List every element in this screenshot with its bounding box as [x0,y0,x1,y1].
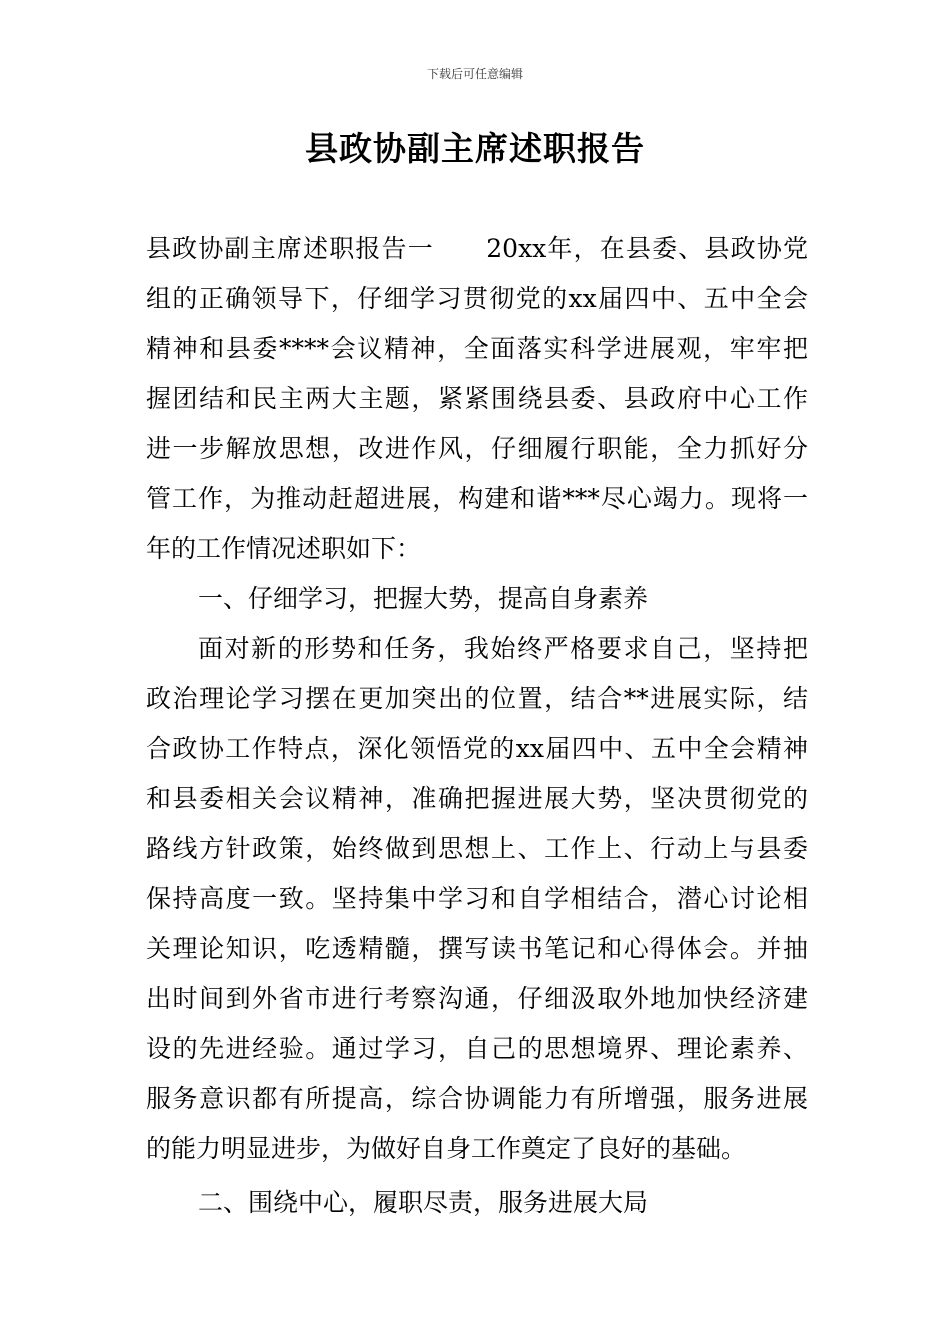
body-line: 管工作，为推动赶超进展，构建和谐***尽心竭力。现将一 [146,484,808,513]
body-line: 合政协工作特点，深化领悟党的xx届四中、五中全会精神 [146,734,808,763]
document-title: 县政协副主席述职报告 [305,129,645,168]
body-line: 政治理论学习摆在更加突出的位置，结合**进展实际，结 [146,684,808,713]
body-line: 进一步解放思想，改进作风，仔细履行职能，全力抓好分 [146,434,808,463]
body-line: 县政协副主席述职报告一 20xx年，在县委、县政协党 [146,234,808,263]
body-line: 关理论知识，吃透精髓，撰写读书笔记和心得体会。并抽 [146,934,808,963]
body-line: 面对新的形势和任务，我始终严格要求自己，坚持把 [198,634,808,663]
body-line: 服务意识都有所提高，综合协调能力有所增强，服务进展 [146,1084,808,1113]
body-line: 精神和县委****会议精神，全面落实科学进展观，牢牢把 [146,334,808,363]
body-line: 路线方针政策，始终做到思想上、工作上、行动上与县委 [146,834,808,863]
body-line: 设的先进经验。通过学习，自己的思想境界、理论素养、 [146,1034,808,1063]
document-body [146,224,808,1228]
section-heading: 二、围绕中心，履职尽责，服务进展大局 [198,1188,649,1217]
header-note: 下载后可任意编辑 [426,67,523,81]
body-line: 年的工作情况述职如下： [146,534,422,563]
body-line: 和县委相关会议精神，准确把握进展大势，坚决贯彻党的 [146,784,808,813]
body-line: 握团结和民主两大主题，紧紧围绕县委、县政府中心工作 [146,384,808,413]
body-line: 保持高度一致。坚持集中学习和自学相结合，潜心讨论相 [146,884,808,913]
body-line: 出时间到外省市进行考察沟通，仔细汲取外地加快经济建 [146,984,808,1013]
body-line: 组的正确领导下，仔细学习贯彻党的xx届四中、五中全会 [146,284,808,313]
body-line: 的能力明显进步，为做好自身工作奠定了良好的基础。 [146,1134,747,1163]
section-heading: 一、仔细学习，把握大势，提高自身素养 [198,584,649,613]
